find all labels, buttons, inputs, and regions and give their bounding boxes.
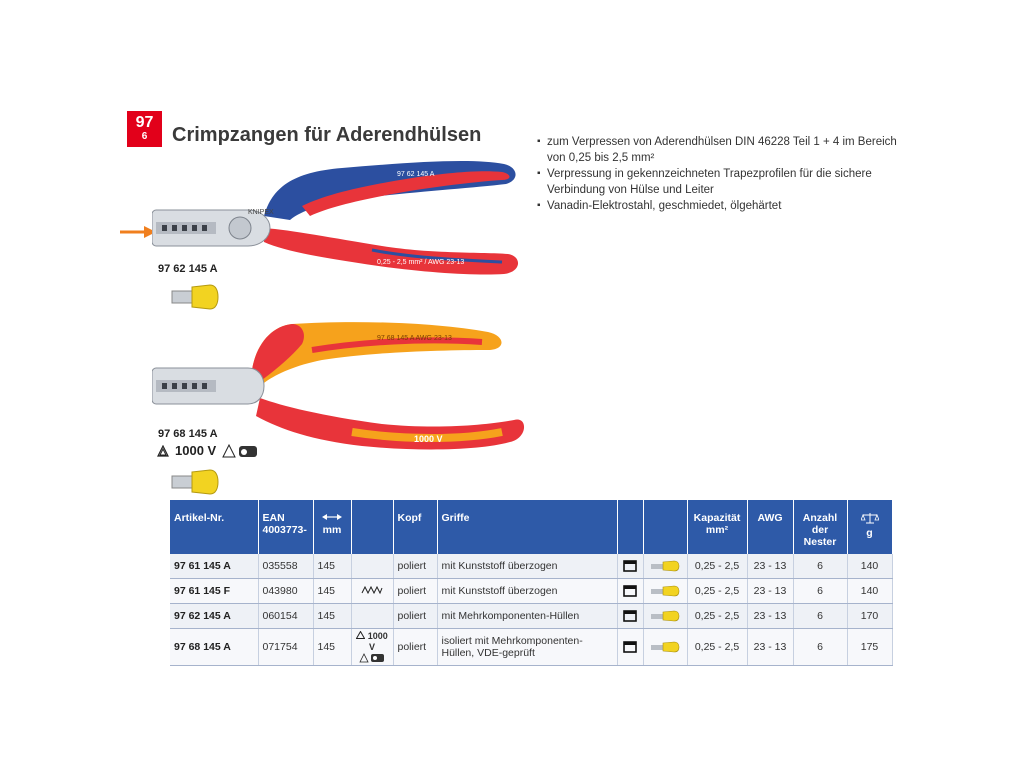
vde-triangle-icon <box>157 445 169 457</box>
cell-capacity: 0,25 - 2,5 <box>687 554 747 579</box>
cell-ferrule <box>643 629 687 666</box>
page-title: Crimpzangen für Aderendhülsen <box>172 124 482 146</box>
col-header-article: Artikel-Nr. <box>170 500 258 554</box>
table-header-row <box>170 500 892 554</box>
section-number: 97 <box>135 114 154 131</box>
cell-ean: 060154 <box>258 604 313 629</box>
cell-griffe: mit Kunststoff überzogen <box>437 579 617 604</box>
section-badge <box>127 111 162 147</box>
pliers-1-head-text: 97 62 145 A <box>397 171 435 178</box>
cell-marking <box>351 604 393 629</box>
serration-icon <box>361 585 383 595</box>
cell-package <box>617 629 643 666</box>
feature-item: ▪ zum Verpressen von Aderendhülsen DIN 46228 Teil 1 + 4 im Bereich von 0,25 bis 2,5 mm² <box>537 134 897 166</box>
cell-article: 97 61 145 F <box>170 579 258 604</box>
gs-certification-icon <box>359 653 385 663</box>
cell-length: 145 <box>313 554 351 579</box>
cell-marking <box>351 579 393 604</box>
table-row <box>170 554 892 579</box>
ferrule-icon <box>650 559 680 573</box>
cell-length: 145 <box>313 629 351 666</box>
col-header-capacity: Kapazität mm² <box>687 500 747 554</box>
cell-article: 97 62 145 A <box>170 604 258 629</box>
vde-voltage-row <box>356 631 389 653</box>
col-header-griffe: Griffe <box>437 500 617 554</box>
cell-capacity: 0,25 - 2,5 <box>687 604 747 629</box>
cell-package <box>617 554 643 579</box>
feature-item: ▪ Verpressung in gekennzeichneten Trapezprofilen für die sichere Verbindung von Hülse und Leiter <box>537 166 897 198</box>
product-label-2: 97 68 145 A <box>158 428 218 440</box>
package-icon <box>623 560 637 572</box>
col-header-awg: AWG <box>747 500 793 554</box>
package-icon <box>623 610 637 622</box>
ferrule-icon <box>170 281 220 311</box>
vde-marking <box>356 631 389 663</box>
cell-marking <box>351 554 393 579</box>
feature-list <box>537 134 897 214</box>
ferrule-icon <box>650 609 680 623</box>
col-header-weight <box>847 500 892 554</box>
cell-ean: 043980 <box>258 579 313 604</box>
cell-length: 145 <box>313 579 351 604</box>
col-header-package <box>617 500 643 554</box>
vde-voltage: 1000 V <box>175 443 217 458</box>
table-row <box>170 579 892 604</box>
cell-capacity: 0,25 - 2,5 <box>687 629 747 666</box>
col-header-kopf: Kopf <box>393 500 437 554</box>
cell-package <box>617 604 643 629</box>
cell-length: 145 <box>313 604 351 629</box>
spec-table <box>170 500 893 666</box>
pliers-2-head-text: 97 68 145 A AWG 23-13 <box>377 335 452 342</box>
feature-item: ▪ Vanadin-Elektrostahl, geschmiedet, ölgehärtet <box>537 198 897 214</box>
pliers-image-1 <box>152 158 522 278</box>
cell-weight: 170 <box>847 604 892 629</box>
cell-article: 97 68 145 A <box>170 629 258 666</box>
cell-ferrule <box>643 604 687 629</box>
vde-voltage: 1000 V <box>367 631 388 652</box>
cell-weight: 140 <box>847 579 892 604</box>
vde-marking <box>157 443 258 458</box>
table-row <box>170 629 892 666</box>
col-header-ferrule <box>643 500 687 554</box>
package-icon <box>623 641 637 653</box>
pliers-1-handle-text: 0,25 - 2,5 mm² / AWG 23-13 <box>377 259 465 266</box>
cell-kopf: poliert <box>393 629 437 666</box>
cell-kopf: poliert <box>393 604 437 629</box>
product-label-1: 97 62 145 A <box>158 263 218 275</box>
cell-awg: 23 - 13 <box>747 579 793 604</box>
cell-capacity: 0,25 - 2,5 <box>687 579 747 604</box>
cell-awg: 23 - 13 <box>747 629 793 666</box>
cell-article: 97 61 145 A <box>170 554 258 579</box>
cell-griffe: mit Kunststoff überzogen <box>437 554 617 579</box>
col-header-ean: EAN 4003773- <box>258 500 313 554</box>
cell-package <box>617 579 643 604</box>
cell-ean: 035558 <box>258 554 313 579</box>
length-arrows-icon <box>322 513 342 521</box>
length-unit: mm <box>322 524 342 536</box>
table-row <box>170 604 892 629</box>
col-header-length <box>313 500 351 554</box>
cell-nester: 6 <box>793 629 847 666</box>
scale-icon <box>861 512 879 524</box>
pliers-brand-mark: KNIPEX <box>248 209 274 216</box>
cell-nester: 6 <box>793 604 847 629</box>
section-subnumber: 6 <box>141 131 148 142</box>
cell-griffe: mit Mehrkomponenten-Hüllen <box>437 604 617 629</box>
ferrule-icon <box>650 640 680 654</box>
cell-weight: 140 <box>847 554 892 579</box>
weight-unit: g <box>866 527 873 539</box>
gs-certification-icon <box>222 444 258 458</box>
cell-kopf: poliert <box>393 554 437 579</box>
package-icon <box>623 585 637 597</box>
cell-griffe: isoliert mit Mehrkomponenten-Hüllen, VDE-geprüft <box>437 629 617 666</box>
cell-nester: 6 <box>793 554 847 579</box>
cell-marking <box>351 629 393 666</box>
ferrule-icon <box>650 584 680 598</box>
col-header-marking <box>351 500 393 554</box>
cell-awg: 23 - 13 <box>747 554 793 579</box>
cell-nester: 6 <box>793 579 847 604</box>
pliers-2-handle-text: 1000 V <box>414 434 443 444</box>
cell-ean: 071754 <box>258 629 313 666</box>
vde-triangle-icon <box>356 631 365 639</box>
cell-weight: 175 <box>847 629 892 666</box>
ferrule-icon <box>170 466 220 496</box>
cell-awg: 23 - 13 <box>747 604 793 629</box>
col-header-nester: Anzahl der Nester <box>793 500 847 554</box>
cell-kopf: poliert <box>393 579 437 604</box>
cell-ferrule <box>643 579 687 604</box>
cell-ferrule <box>643 554 687 579</box>
